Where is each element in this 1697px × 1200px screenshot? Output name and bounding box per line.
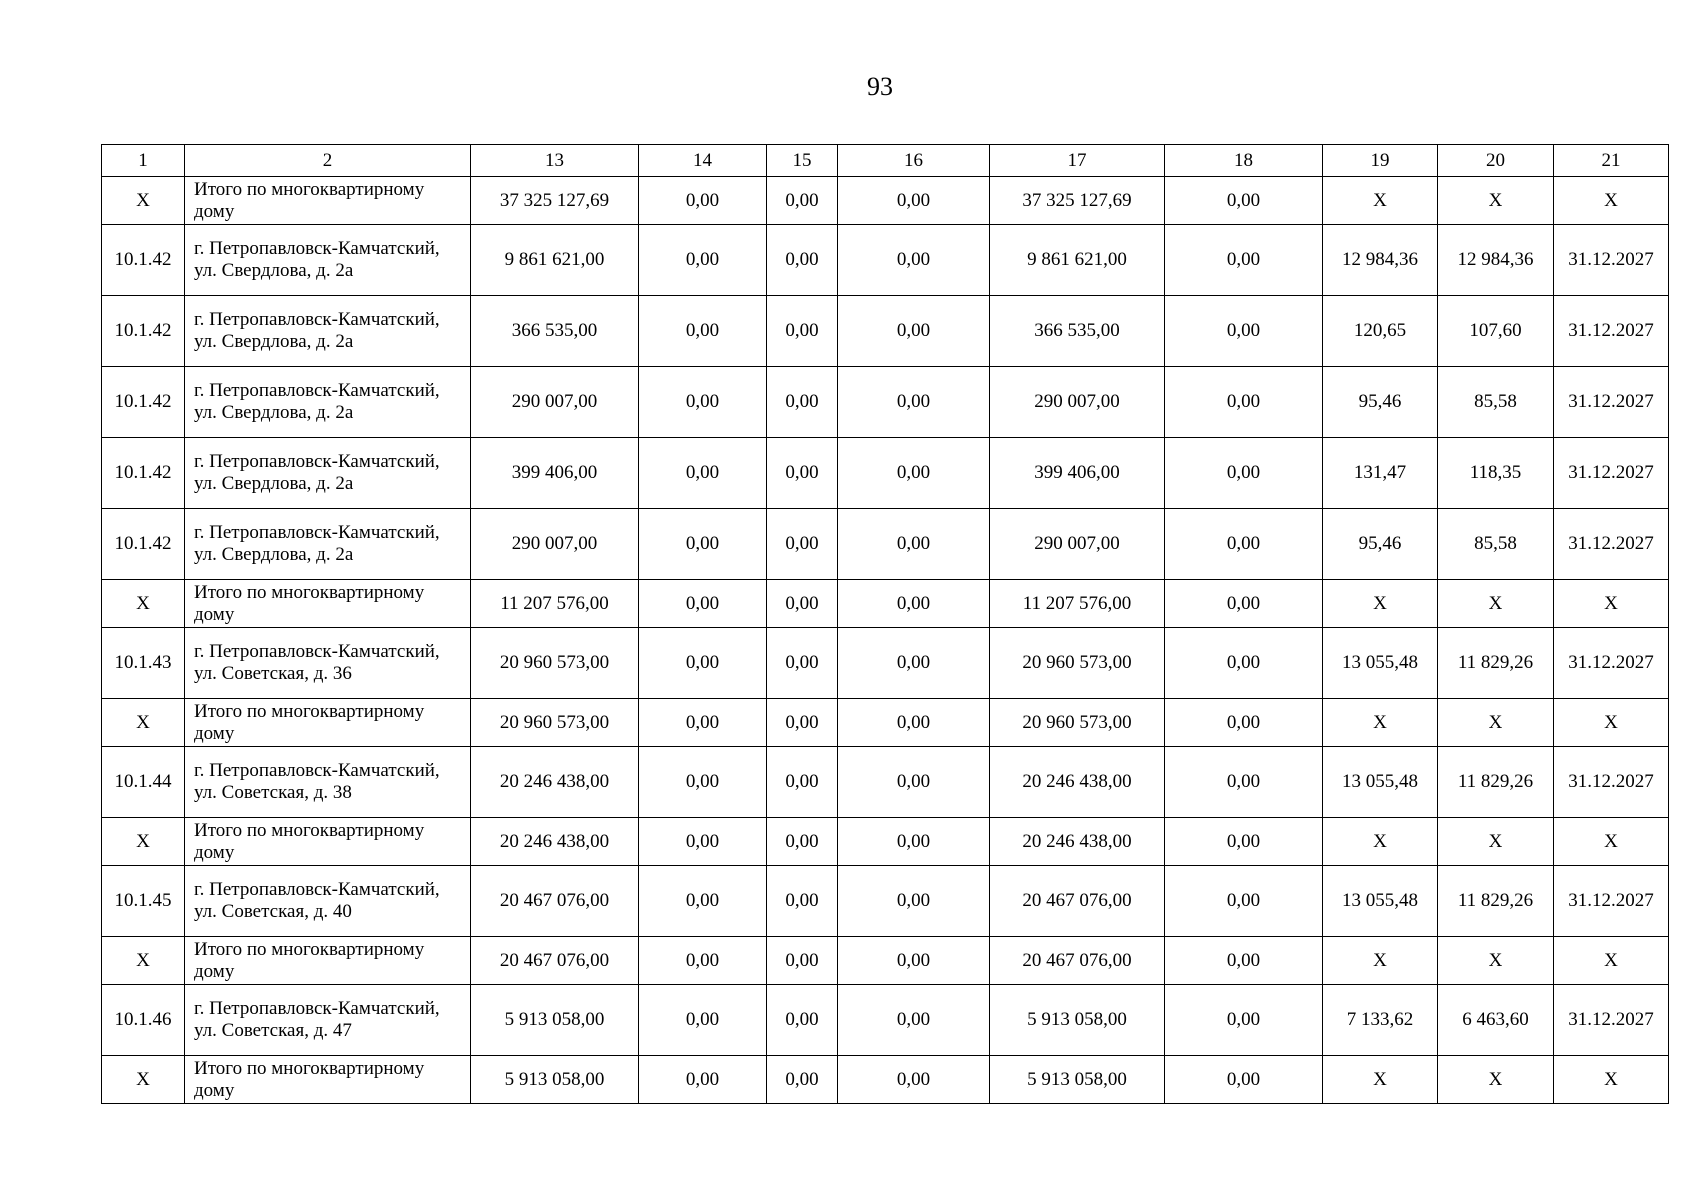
cell-col-20: 85,58 xyxy=(1438,367,1554,438)
cell-col-13: 20 467 076,00 xyxy=(471,937,639,985)
cell-col-18: 0,00 xyxy=(1165,937,1323,985)
cell-address xyxy=(185,699,471,747)
address-text: г. Петропавловск-Камчатский, ул. Свердлова, д. 2а xyxy=(194,380,440,423)
cell-row-number: X xyxy=(102,580,185,628)
cell-address xyxy=(185,367,471,438)
cell-col-15: 0,00 xyxy=(767,937,838,985)
table-row xyxy=(102,628,1669,699)
cell-col-21: 31.12.2027 xyxy=(1554,509,1669,580)
cell-col-17: 5 913 058,00 xyxy=(990,985,1165,1056)
table-row xyxy=(102,438,1669,509)
cell-col-14: 0,00 xyxy=(639,747,767,818)
cell-col-17: 20 467 076,00 xyxy=(990,866,1165,937)
cell-col-18: 0,00 xyxy=(1165,367,1323,438)
cell-col-14: 0,00 xyxy=(639,296,767,367)
cell-col-20: X xyxy=(1438,818,1554,866)
cell-address xyxy=(185,438,471,509)
cell-col-18: 0,00 xyxy=(1165,509,1323,580)
cell-col-21: 31.12.2027 xyxy=(1554,367,1669,438)
cell-col-16: 0,00 xyxy=(838,937,990,985)
cell-col-19: X xyxy=(1323,1056,1438,1104)
cell-col-16: 0,00 xyxy=(838,177,990,225)
cell-col-18: 0,00 xyxy=(1165,225,1323,296)
cell-col-21: 31.12.2027 xyxy=(1554,296,1669,367)
cell-col-14: 0,00 xyxy=(639,225,767,296)
cell-address xyxy=(185,509,471,580)
data-table xyxy=(101,144,1669,1104)
cell-col-19: 12 984,36 xyxy=(1323,225,1438,296)
cell-col-17: 11 207 576,00 xyxy=(990,580,1165,628)
page-number: 93 xyxy=(867,72,893,101)
cell-col-18: 0,00 xyxy=(1165,699,1323,747)
cell-col-15: 0,00 xyxy=(767,818,838,866)
address-text: г. Петропавловск-Камчатский, ул. Свердлова, д. 2а xyxy=(194,451,440,494)
cell-col-19: X xyxy=(1323,937,1438,985)
cell-col-17: 399 406,00 xyxy=(990,438,1165,509)
cell-row-number: 10.1.42 xyxy=(102,296,185,367)
cell-col-14: 0,00 xyxy=(639,818,767,866)
cell-col-19: 7 133,62 xyxy=(1323,985,1438,1056)
table-row xyxy=(102,225,1669,296)
cell-col-21: X xyxy=(1554,1056,1669,1104)
cell-row-number: X xyxy=(102,818,185,866)
cell-col-20: 11 829,26 xyxy=(1438,747,1554,818)
cell-col-18: 0,00 xyxy=(1165,580,1323,628)
cell-col-13: 20 467 076,00 xyxy=(471,866,639,937)
total-label: Итого по многоквартирному дому xyxy=(194,178,425,222)
header-cell-col-8: 18 xyxy=(1165,145,1323,177)
cell-address xyxy=(185,866,471,937)
cell-col-17: 366 535,00 xyxy=(990,296,1165,367)
cell-col-19: 95,46 xyxy=(1323,509,1438,580)
table-body xyxy=(102,145,1669,1104)
cell-col-15: 0,00 xyxy=(767,580,838,628)
cell-col-15: 0,00 xyxy=(767,225,838,296)
cell-col-19: X xyxy=(1323,699,1438,747)
cell-col-18: 0,00 xyxy=(1165,177,1323,225)
total-row xyxy=(102,818,1669,866)
cell-col-16: 0,00 xyxy=(838,225,990,296)
cell-col-15: 0,00 xyxy=(767,1056,838,1104)
address-text: г. Петропавловск-Камчатский, ул. Советская, д. 40 xyxy=(194,879,440,922)
cell-address xyxy=(185,1056,471,1104)
cell-col-20: 85,58 xyxy=(1438,509,1554,580)
cell-col-16: 0,00 xyxy=(838,367,990,438)
cell-col-16: 0,00 xyxy=(838,580,990,628)
cell-col-20: X xyxy=(1438,699,1554,747)
cell-col-20: 11 829,26 xyxy=(1438,628,1554,699)
cell-col-20: X xyxy=(1438,177,1554,225)
cell-col-14: 0,00 xyxy=(639,985,767,1056)
cell-col-16: 0,00 xyxy=(838,985,990,1056)
cell-col-17: 20 467 076,00 xyxy=(990,937,1165,985)
address-text: г. Петропавловск-Камчатский, ул. Советская, д. 47 xyxy=(194,998,440,1041)
cell-col-15: 0,00 xyxy=(767,628,838,699)
cell-col-21: X xyxy=(1554,177,1669,225)
cell-col-16: 0,00 xyxy=(838,866,990,937)
cell-col-18: 0,00 xyxy=(1165,985,1323,1056)
total-label: Итого по многоквартирному дому xyxy=(194,700,425,744)
header-cell-col-4: 14 xyxy=(639,145,767,177)
cell-col-16: 0,00 xyxy=(838,747,990,818)
cell-col-14: 0,00 xyxy=(639,628,767,699)
cell-col-15: 0,00 xyxy=(767,296,838,367)
cell-col-13: 290 007,00 xyxy=(471,509,639,580)
cell-col-15: 0,00 xyxy=(767,985,838,1056)
cell-row-number: 10.1.42 xyxy=(102,509,185,580)
header-cell-col-2: 2 xyxy=(185,145,471,177)
cell-col-20: X xyxy=(1438,1056,1554,1104)
header-cell-col-9: 19 xyxy=(1323,145,1438,177)
table-row xyxy=(102,866,1669,937)
address-text: г. Петропавловск-Камчатский, ул. Советская, д. 38 xyxy=(194,760,440,803)
cell-col-14: 0,00 xyxy=(639,438,767,509)
cell-col-17: 5 913 058,00 xyxy=(990,1056,1165,1104)
cell-address xyxy=(185,225,471,296)
cell-col-17: 290 007,00 xyxy=(990,367,1165,438)
cell-col-13: 366 535,00 xyxy=(471,296,639,367)
cell-col-18: 0,00 xyxy=(1165,628,1323,699)
cell-col-17: 20 246 438,00 xyxy=(990,747,1165,818)
cell-col-14: 0,00 xyxy=(639,177,767,225)
cell-col-21: 31.12.2027 xyxy=(1554,866,1669,937)
cell-row-number: 10.1.42 xyxy=(102,438,185,509)
cell-col-13: 11 207 576,00 xyxy=(471,580,639,628)
cell-col-15: 0,00 xyxy=(767,699,838,747)
cell-col-15: 0,00 xyxy=(767,866,838,937)
cell-col-16: 0,00 xyxy=(838,438,990,509)
cell-col-20: 11 829,26 xyxy=(1438,866,1554,937)
cell-col-19: 13 055,48 xyxy=(1323,628,1438,699)
cell-col-17: 20 960 573,00 xyxy=(990,628,1165,699)
cell-address xyxy=(185,747,471,818)
cell-col-14: 0,00 xyxy=(639,580,767,628)
cell-col-21: X xyxy=(1554,580,1669,628)
cell-col-19: 13 055,48 xyxy=(1323,866,1438,937)
total-label: Итого по многоквартирному дому xyxy=(194,938,425,982)
cell-col-14: 0,00 xyxy=(639,509,767,580)
cell-col-19: 120,65 xyxy=(1323,296,1438,367)
table-row xyxy=(102,747,1669,818)
cell-address xyxy=(185,985,471,1056)
cell-col-13: 399 406,00 xyxy=(471,438,639,509)
cell-col-14: 0,00 xyxy=(639,367,767,438)
cell-col-21: X xyxy=(1554,937,1669,985)
cell-col-15: 0,00 xyxy=(767,367,838,438)
total-label: Итого по многоквартирному дому xyxy=(194,819,425,863)
cell-col-17: 290 007,00 xyxy=(990,509,1165,580)
total-row xyxy=(102,937,1669,985)
cell-col-20: 118,35 xyxy=(1438,438,1554,509)
address-text: г. Петропавловск-Камчатский, ул. Советская, д. 36 xyxy=(194,641,440,684)
cell-col-21: X xyxy=(1554,699,1669,747)
header-cell-col-3: 13 xyxy=(471,145,639,177)
cell-col-18: 0,00 xyxy=(1165,1056,1323,1104)
cell-col-20: 12 984,36 xyxy=(1438,225,1554,296)
cell-row-number: X xyxy=(102,177,185,225)
cell-col-18: 0,00 xyxy=(1165,438,1323,509)
total-row xyxy=(102,699,1669,747)
cell-address xyxy=(185,580,471,628)
cell-row-number: X xyxy=(102,937,185,985)
cell-row-number: 10.1.42 xyxy=(102,367,185,438)
cell-col-20: 107,60 xyxy=(1438,296,1554,367)
cell-col-20: 6 463,60 xyxy=(1438,985,1554,1056)
header-cell-col-11: 21 xyxy=(1554,145,1669,177)
cell-col-19: X xyxy=(1323,818,1438,866)
cell-col-13: 5 913 058,00 xyxy=(471,985,639,1056)
cell-col-15: 0,00 xyxy=(767,177,838,225)
table-row xyxy=(102,985,1669,1056)
cell-col-19: 131,47 xyxy=(1323,438,1438,509)
cell-col-21: 31.12.2027 xyxy=(1554,225,1669,296)
cell-col-21: 31.12.2027 xyxy=(1554,747,1669,818)
cell-col-13: 5 913 058,00 xyxy=(471,1056,639,1104)
table-row xyxy=(102,367,1669,438)
cell-col-21: X xyxy=(1554,818,1669,866)
header-row xyxy=(102,145,1669,177)
cell-row-number: 10.1.45 xyxy=(102,866,185,937)
address-text: г. Петропавловск-Камчатский, ул. Свердлова, д. 2а xyxy=(194,309,440,352)
header-cell-col-7: 17 xyxy=(990,145,1165,177)
cell-col-17: 20 246 438,00 xyxy=(990,818,1165,866)
cell-col-16: 0,00 xyxy=(838,296,990,367)
header-cell-col-6: 16 xyxy=(838,145,990,177)
cell-col-14: 0,00 xyxy=(639,699,767,747)
cell-col-21: 31.12.2027 xyxy=(1554,438,1669,509)
cell-col-20: X xyxy=(1438,580,1554,628)
address-text: г. Петропавловск-Камчатский, ул. Свердлова, д. 2а xyxy=(194,238,440,281)
total-row xyxy=(102,1056,1669,1104)
cell-col-19: 95,46 xyxy=(1323,367,1438,438)
cell-col-18: 0,00 xyxy=(1165,818,1323,866)
cell-col-13: 20 960 573,00 xyxy=(471,699,639,747)
cell-col-16: 0,00 xyxy=(838,699,990,747)
cell-col-14: 0,00 xyxy=(639,866,767,937)
cell-col-13: 9 861 621,00 xyxy=(471,225,639,296)
cell-address xyxy=(185,296,471,367)
header-cell-col-10: 20 xyxy=(1438,145,1554,177)
table-row xyxy=(102,296,1669,367)
cell-row-number: X xyxy=(102,1056,185,1104)
cell-col-13: 37 325 127,69 xyxy=(471,177,639,225)
cell-col-15: 0,00 xyxy=(767,747,838,818)
cell-col-16: 0,00 xyxy=(838,509,990,580)
header-cell-col-1: 1 xyxy=(102,145,185,177)
cell-col-17: 37 325 127,69 xyxy=(990,177,1165,225)
cell-row-number: 10.1.44 xyxy=(102,747,185,818)
cell-col-13: 20 246 438,00 xyxy=(471,747,639,818)
cell-col-16: 0,00 xyxy=(838,628,990,699)
cell-col-14: 0,00 xyxy=(639,937,767,985)
cell-col-19: X xyxy=(1323,177,1438,225)
cell-col-21: 31.12.2027 xyxy=(1554,985,1669,1056)
cell-col-16: 0,00 xyxy=(838,818,990,866)
cell-col-19: 13 055,48 xyxy=(1323,747,1438,818)
cell-col-21: 31.12.2027 xyxy=(1554,628,1669,699)
cell-col-15: 0,00 xyxy=(767,438,838,509)
cell-col-18: 0,00 xyxy=(1165,747,1323,818)
cell-col-13: 20 960 573,00 xyxy=(471,628,639,699)
cell-col-14: 0,00 xyxy=(639,1056,767,1104)
total-row xyxy=(102,177,1669,225)
cell-address xyxy=(185,628,471,699)
total-label: Итого по многоквартирному дому xyxy=(194,581,425,625)
cell-col-16: 0,00 xyxy=(838,1056,990,1104)
address-text: г. Петропавловск-Камчатский, ул. Свердлова, д. 2а xyxy=(194,522,440,565)
cell-row-number: X xyxy=(102,699,185,747)
cell-row-number: 10.1.46 xyxy=(102,985,185,1056)
cell-col-13: 20 246 438,00 xyxy=(471,818,639,866)
cell-row-number: 10.1.43 xyxy=(102,628,185,699)
cell-address xyxy=(185,937,471,985)
total-label: Итого по многоквартирному дому xyxy=(194,1057,425,1101)
cell-col-19: X xyxy=(1323,580,1438,628)
cell-col-13: 290 007,00 xyxy=(471,367,639,438)
table-row xyxy=(102,509,1669,580)
header-cell-col-5: 15 xyxy=(767,145,838,177)
cell-col-20: X xyxy=(1438,937,1554,985)
total-row xyxy=(102,580,1669,628)
cell-col-17: 20 960 573,00 xyxy=(990,699,1165,747)
cell-row-number: 10.1.42 xyxy=(102,225,185,296)
cell-address xyxy=(185,818,471,866)
cell-col-18: 0,00 xyxy=(1165,296,1323,367)
cell-col-17: 9 861 621,00 xyxy=(990,225,1165,296)
cell-address xyxy=(185,177,471,225)
cell-col-15: 0,00 xyxy=(767,509,838,580)
cell-col-18: 0,00 xyxy=(1165,866,1323,937)
